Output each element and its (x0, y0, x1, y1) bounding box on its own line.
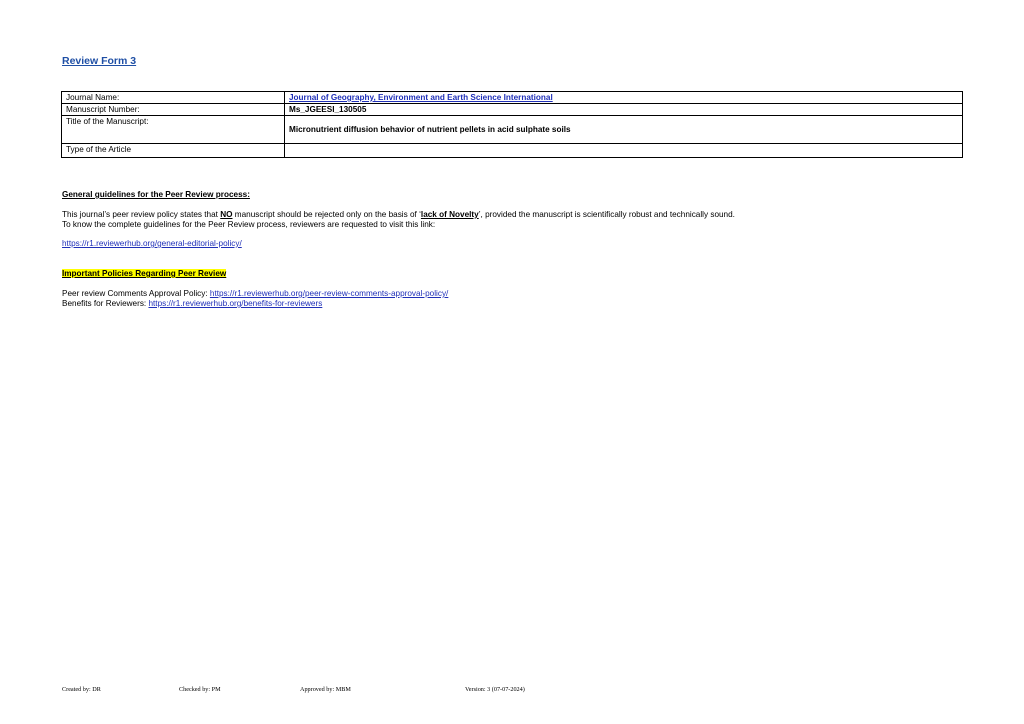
guidelines-paragraph (62, 210, 735, 230)
guidelines-line-1 (62, 210, 735, 220)
approval-policy-line (62, 289, 448, 299)
policies-paragraph (62, 289, 448, 309)
no-emphasis: NO (220, 210, 233, 219)
approval-policy-label: Peer review Comments Approval Policy: (62, 289, 210, 298)
approval-policy-link[interactable]: https://r1.reviewerhub.org/peer-review-comments-approval-policy/ (209, 289, 449, 298)
table-row-title (62, 116, 963, 144)
footer-approved-by: Approved by: MBM (300, 686, 351, 693)
manuscript-info-table (61, 91, 963, 158)
form-title[interactable]: Review Form 3 (62, 55, 137, 67)
guidelines-line-2: To know the complete guidelines for the Peer Review process, reviewers are requested to visit this link: (62, 220, 436, 229)
manuscript-title-label: Title of the Manuscript: (62, 116, 285, 144)
policies-heading (62, 269, 226, 278)
manuscript-number-label: Manuscript Number: (62, 104, 285, 116)
footer-created-by: Created by: DR (62, 686, 101, 693)
article-type-value[interactable] (285, 144, 963, 158)
journal-name-link[interactable]: Journal of Geography, Environment and Earth Science International (289, 93, 553, 102)
journal-name-value (285, 92, 963, 104)
guidelines-text-1: This journal’s peer review policy states that (62, 210, 221, 219)
table-row-manuscript-number (62, 104, 963, 116)
guidelines-text-2: manuscript should be rejected only on the basis of ‘ (232, 210, 421, 219)
benefits-label: Benefits for Reviewers: (62, 299, 149, 308)
lack-of-novelty-emphasis: lack of Novelty (420, 210, 479, 219)
footer-checked-by: Checked by: PM (179, 686, 221, 693)
table-row-article-type (62, 144, 963, 158)
editorial-policy-link[interactable]: https://r1.reviewerhub.org/general-editorial-policy/ (62, 239, 242, 248)
article-type-label: Type of the Article (62, 144, 285, 158)
benefits-line (62, 299, 448, 309)
table-row-journal-name (62, 92, 963, 104)
editorial-policy-line (62, 239, 242, 249)
journal-name-label: Journal Name: (62, 92, 285, 104)
guidelines-heading: General guidelines for the Peer Review process: (62, 190, 250, 199)
guidelines-text-3: ’, provided the manuscript is scientifically robust and technically sound. (478, 210, 735, 219)
policies-heading-text: Important Policies Regarding Peer Review (62, 269, 227, 278)
footer-version: Version: 3 (07-07-2024) (465, 686, 525, 693)
benefits-link[interactable]: https://r1.reviewerhub.org/benefits-for-reviewers (148, 299, 323, 308)
manuscript-title-value: Micronutrient diffusion behavior of nutrient pellets in acid sulphate soils (285, 116, 963, 144)
manuscript-number-value: Ms_JGEESI_130505 (285, 104, 963, 116)
